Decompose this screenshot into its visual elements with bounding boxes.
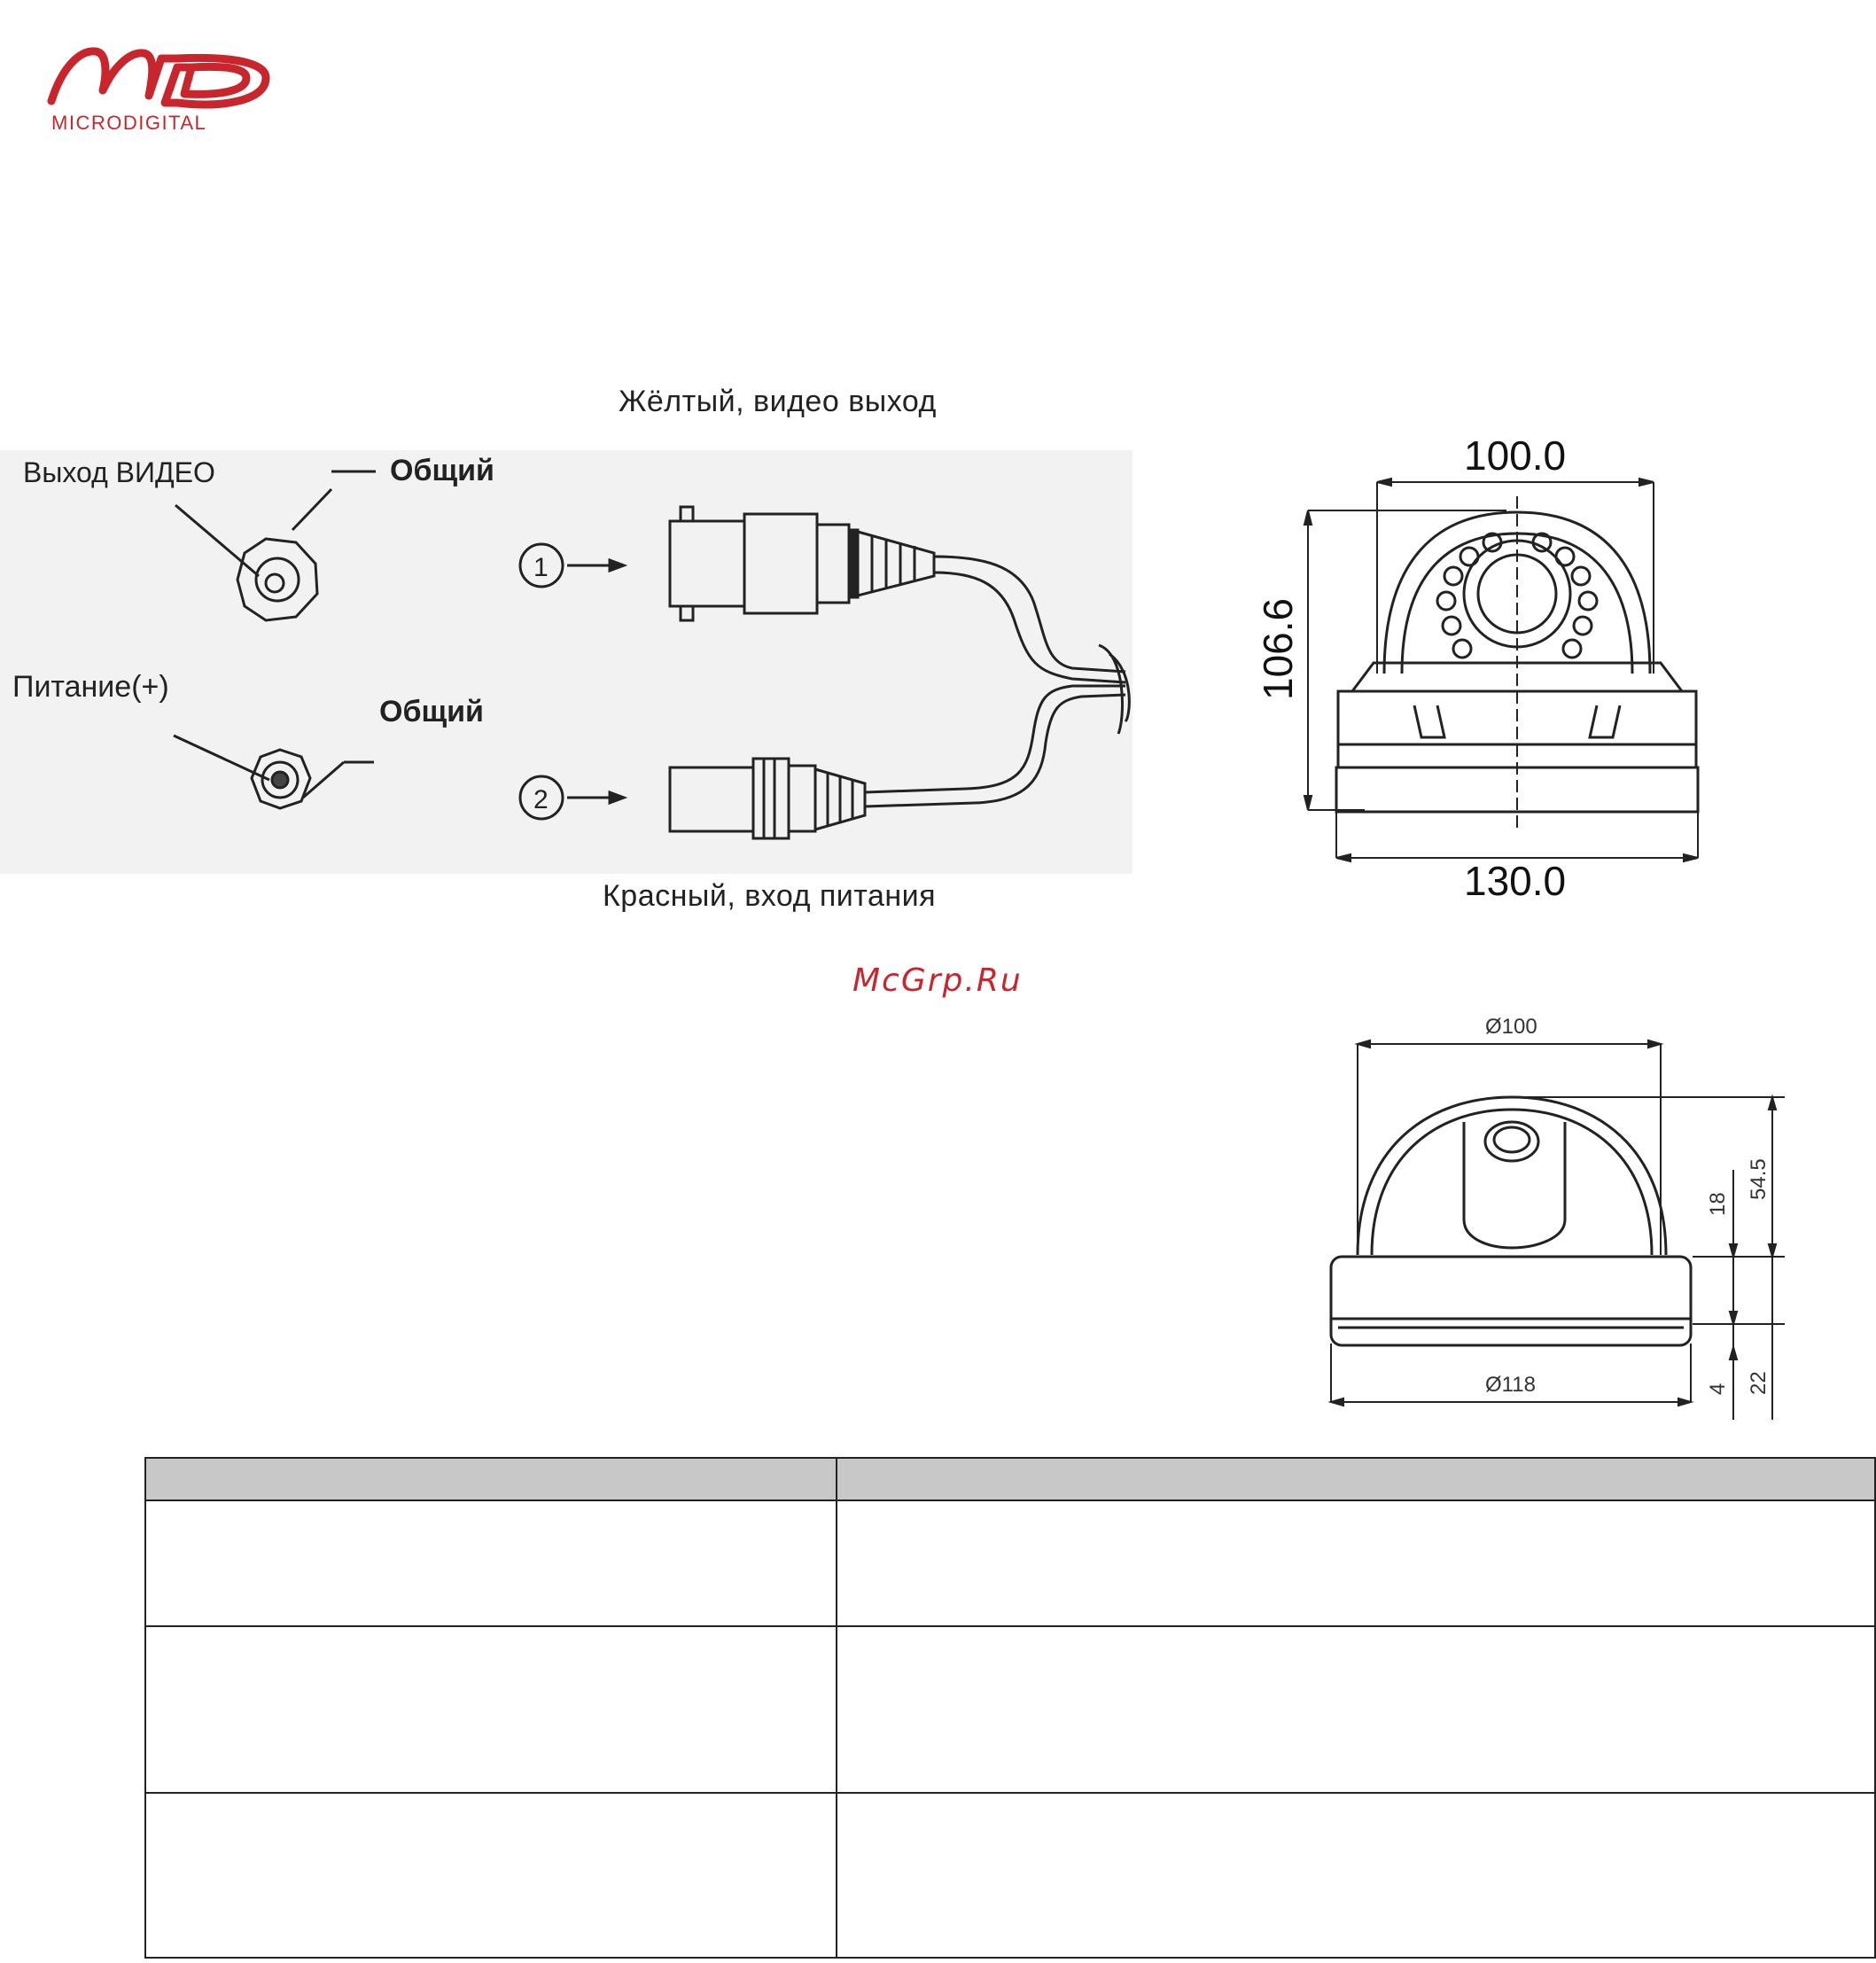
table-cell	[837, 1793, 1875, 1958]
microdigital-logo	[44, 32, 275, 138]
logo-md-mark	[51, 51, 266, 105]
power-end-view	[174, 736, 374, 808]
dome-camera-front-drawing	[1241, 417, 1737, 922]
dim-width-bottom: 130.0	[1464, 858, 1567, 904]
table-cell	[837, 1626, 1875, 1793]
dim-dia-base: Ø118	[1485, 1373, 1536, 1397]
table-header-row	[145, 1458, 1875, 1500]
logo-brand-text: MICRODIGITAL	[51, 112, 207, 134]
table-cell	[145, 1626, 837, 1793]
bnc-end-view	[175, 489, 331, 620]
dim-dia-top: Ø100	[1485, 1015, 1537, 1039]
red-power-input-label: Красный, вход питания	[603, 879, 937, 913]
dome-side-body	[1331, 1097, 1691, 1345]
dim-4: 4	[1706, 1383, 1730, 1395]
dim-height: 106.6	[1255, 597, 1301, 700]
spec-table	[144, 1457, 1876, 1959]
table-cell	[145, 1500, 837, 1626]
bnc-connector	[670, 507, 1125, 682]
power-plus-label: Питание(+)	[12, 670, 169, 704]
dim-18: 18	[1706, 1192, 1730, 1216]
table-row	[145, 1500, 1875, 1626]
table-cell	[837, 1500, 1875, 1626]
dim-22: 22	[1747, 1371, 1771, 1395]
common-label-2: Общий	[379, 695, 484, 728]
marker-1-number: 1	[533, 553, 549, 582]
wiring-diagram	[0, 450, 1133, 874]
yellow-video-output-label: Жёлтый, видео выход	[619, 385, 937, 418]
dim-width-top: 100.0	[1464, 432, 1567, 479]
dome-camera-side-drawing	[1312, 1007, 1790, 1432]
watermark: McGrp.Ru	[852, 962, 1023, 999]
common-label-1: Общий	[390, 454, 494, 487]
video-out-label: Выход ВИДЕО	[23, 456, 215, 488]
table-header-cell	[837, 1458, 1875, 1500]
table-row	[145, 1626, 1875, 1793]
table-row	[145, 1793, 1875, 1958]
dim-54-5: 54.5	[1747, 1158, 1771, 1200]
dc-connector	[670, 645, 1129, 838]
table-header-cell	[145, 1458, 837, 1500]
table-cell	[145, 1793, 837, 1958]
marker-2-number: 2	[533, 785, 549, 814]
